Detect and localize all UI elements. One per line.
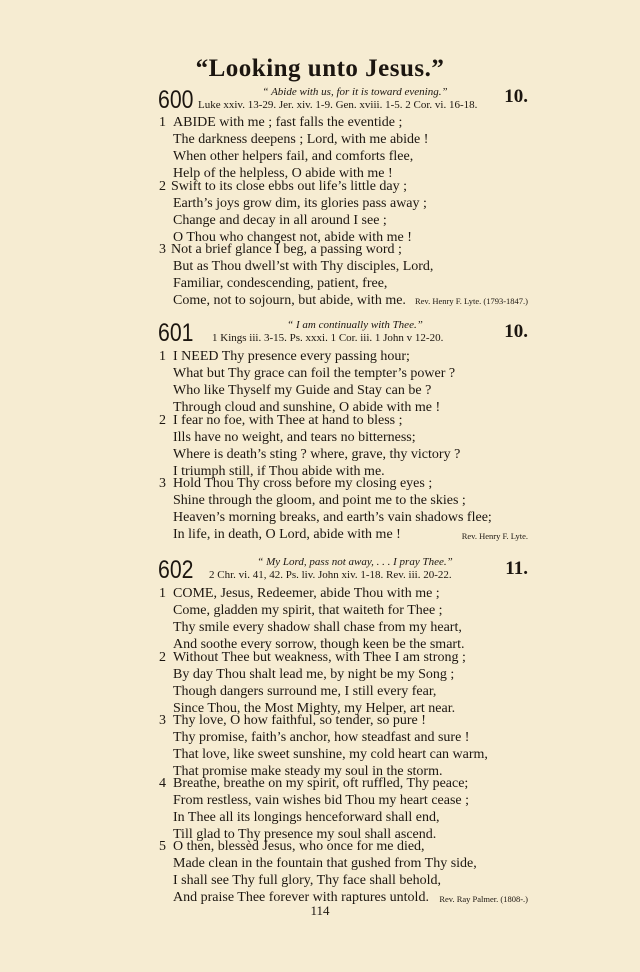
- verse-line: Change and decay in all around I see ;: [173, 213, 387, 228]
- verse-line: Where is death’s sting ? where, grave, thy victory ?: [173, 447, 461, 462]
- verse-line: In Thee all its longings henceforward shall end,: [173, 810, 440, 825]
- verse-line: And praise Thee forever with raptures untold.: [173, 890, 429, 905]
- verse-line: In life, in death, O Lord, abide with me !: [173, 527, 401, 542]
- verse-line: I fear no foe, with Thee at hand to bless ;: [173, 413, 403, 428]
- verse-line: Thy smile every shadow shall chase from my heart,: [173, 620, 462, 635]
- hymn-meter: 11.: [505, 558, 528, 579]
- verse-line: Shine through the gloom, and point me to the skies ;: [173, 493, 466, 508]
- verse-line: That promise make steady my soul in the storm.: [173, 764, 443, 779]
- scripture-refs: 2 Chr. vi. 41, 42. Ps. liv. John xiv. 1-18. Rev. iii. 20-22.: [209, 569, 452, 581]
- verse-line: I NEED Thy presence every passing hour;: [173, 349, 410, 364]
- stanza-number: 4: [159, 776, 166, 791]
- verse-line: ABIDE with me ; fast falls the eventide ;: [173, 115, 403, 130]
- verse-line: O Thou who changest not, abide with me !: [173, 230, 412, 245]
- hymn-author: Rev. Henry F. Lyte. (1793-1847.): [414, 296, 528, 306]
- verse-line: From restless, vain wishes bid Thou my heart cease ;: [173, 793, 470, 808]
- verse-line: The darkness deepens ; Lord, with me abide !: [173, 132, 429, 147]
- stanza-number: 1: [159, 586, 166, 601]
- verse-line: Not a brief glance I beg, a passing word ;: [171, 242, 402, 257]
- hymn-number: 600: [158, 86, 194, 114]
- stanza-number: 2: [159, 413, 166, 428]
- verse-line: Through cloud and sunshine, O abide with me !: [173, 400, 441, 415]
- verse-line: Though dangers surround me, I still every fear,: [173, 684, 437, 699]
- hymn-author: Rev. Ray Palmer. (1808-.): [439, 894, 528, 904]
- verse-line: And soothe every sorrow, though keen be the smart.: [173, 637, 465, 652]
- verse-line: Thy promise, faith’s anchor, how steadfast and sure !: [173, 730, 470, 745]
- verse-line: Since Thou, the Most Mighty, my Helper, art near.: [173, 701, 456, 716]
- scripture-refs: Luke xxiv. 13-29. Jer. xiv. 1-9. Gen. xviii. 1-5. 2 Cor. vi. 16-18.: [198, 99, 478, 111]
- verse-line: Without Thee but weakness, with Thee I am strong ;: [173, 650, 466, 665]
- stanza-number: 3: [159, 713, 166, 728]
- verse-line: Come, not to sojourn, but abide, with me.: [173, 293, 406, 308]
- verse-line: O then, blessèd Jesus, who once for me died,: [173, 839, 425, 854]
- verse-line: Help of the helpless, O abide with me !: [173, 166, 393, 181]
- verse-line: Till glad to Thy presence my soul shall ascend.: [173, 827, 437, 842]
- verse-line: Breathe, breathe on my spirit, oft ruffled, Thy peace;: [173, 776, 469, 791]
- stanza-number: 1: [159, 115, 166, 130]
- hymn-meter: 10.: [504, 321, 528, 342]
- verse-line: Earth’s joys grow dim, its glories pass away ;: [173, 196, 427, 211]
- section-title: “Looking unto Jesus.”: [195, 55, 445, 82]
- hymn-motto: “ I am continually with Thee.”: [287, 319, 423, 331]
- verse-line: Made clean in the fountain that gushed from Thy side,: [173, 856, 477, 871]
- stanza-number: 2: [159, 179, 166, 194]
- verse-line: Swift to its close ebbs out life’s little day ;: [171, 179, 408, 194]
- scripture-refs: 1 Kings iii. 3-15. Ps. xxxi. 1 Cor. iii. 1 John v 12-20.: [212, 332, 444, 344]
- verse-line: Ills have no weight, and tears no bitterness;: [173, 430, 416, 445]
- verse-line: That love, like sweet sunshine, my cold heart can warm,: [173, 747, 488, 762]
- hymn-number: 602: [158, 556, 194, 584]
- stanza-number: 2: [159, 650, 166, 665]
- verse-line: COME, Jesus, Redeemer, abide Thou with me ;: [173, 586, 440, 601]
- verse-line: By day Thou shalt lead me, by night be my Song ;: [173, 667, 455, 682]
- stanza-number: 3: [159, 242, 166, 257]
- page-number: 114: [310, 903, 330, 918]
- verse-line: Heaven’s morning breaks, and earth’s vain shadows flee;: [173, 510, 492, 525]
- hymn-meter: 10.: [504, 86, 528, 107]
- verse-line: Come, gladden my spirit, that waiteth for Thee ;: [173, 603, 443, 618]
- verse-line: I shall see Thy full glory, Thy face shall behold,: [173, 873, 442, 888]
- verse-line: Thy love, O how faithful, so tender, so pure !: [173, 713, 426, 728]
- verse-line: Hold Thou Thy cross before my closing eyes ;: [173, 476, 433, 491]
- hymn-number: 601: [158, 319, 194, 347]
- verse-line: But as Thou dwell’st with Thy disciples, Lord,: [173, 259, 434, 274]
- verse-line: I triumph still, if Thou abide with me.: [173, 464, 385, 479]
- verse-line: Who like Thyself my Guide and Stay can be ?: [173, 383, 432, 398]
- stanza-number: 5: [159, 839, 166, 854]
- verse-line: When other helpers fail, and comforts flee,: [173, 149, 414, 164]
- verse-line: Familiar, condescending, patient, free,: [173, 276, 388, 291]
- stanza-number: 1: [159, 349, 166, 364]
- stanza-number: 3: [159, 476, 166, 491]
- hymn-motto: “ Abide with us, for it is toward evening.”: [262, 86, 448, 98]
- hymn-motto: “ My Lord, pass not away, . . . I pray Thee.”: [257, 556, 453, 568]
- hymn-author: Rev. Henry F. Lyte.: [461, 531, 528, 541]
- verse-line: What but Thy grace can foil the tempter’s power ?: [173, 366, 456, 381]
